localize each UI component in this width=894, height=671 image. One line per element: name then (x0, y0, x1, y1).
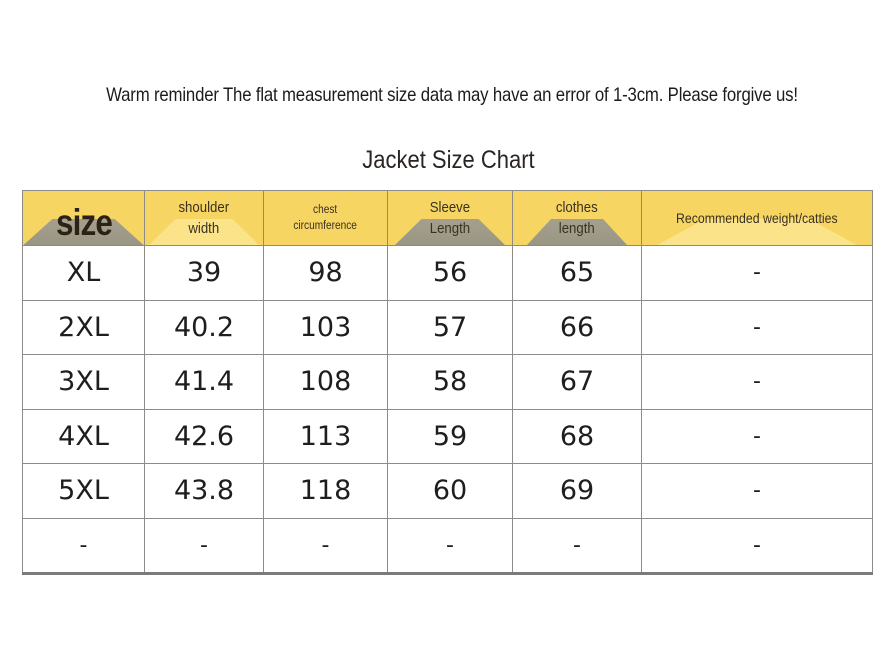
cell-size: 2XL (23, 300, 145, 355)
table-row (23, 300, 873, 355)
header-clothes-length: clothes length (513, 191, 642, 246)
cell-size: 5XL (23, 464, 145, 519)
cell-chest: 113 (264, 409, 388, 464)
cell-length: - (513, 518, 642, 574)
cell-shoulder: 43.8 (145, 464, 264, 519)
cell-sleeve: 57 (388, 300, 513, 355)
cell-chest: - (264, 518, 388, 574)
cell-size: - (23, 518, 145, 574)
header-recommended-weight: Recommended weight/catties (642, 191, 873, 246)
table-row (23, 464, 873, 519)
table-row (23, 355, 873, 410)
header-chest-circumference: chest circumference (264, 191, 388, 246)
cell-sleeve: 56 (388, 246, 513, 301)
header-size: size (23, 191, 145, 246)
chart-title: Jacket Size Chart (362, 146, 535, 174)
cell-weight: - (642, 409, 873, 464)
cell-shoulder: 42.6 (145, 409, 264, 464)
table-row (23, 246, 873, 301)
table-row (23, 518, 873, 574)
cell-length: 68 (513, 409, 642, 464)
measurement-reminder: Warm reminder The flat measurement size data may have an error of 1-3cm. Please forgive us! (106, 84, 798, 106)
table-row (23, 409, 873, 464)
cell-length: 69 (513, 464, 642, 519)
cell-sleeve: 60 (388, 464, 513, 519)
cell-chest: 118 (264, 464, 388, 519)
cell-sleeve: 58 (388, 355, 513, 410)
size-chart-table (22, 190, 873, 575)
cell-chest: 98 (264, 246, 388, 301)
cell-shoulder: 41.4 (145, 355, 264, 410)
cell-weight: - (642, 300, 873, 355)
cell-size: 4XL (23, 409, 145, 464)
cell-weight: - (642, 246, 873, 301)
cell-weight: - (642, 355, 873, 410)
cell-sleeve: - (388, 518, 513, 574)
cell-shoulder: 40.2 (145, 300, 264, 355)
cell-shoulder: 39 (145, 246, 264, 301)
cell-chest: 103 (264, 300, 388, 355)
cell-sleeve: 59 (388, 409, 513, 464)
header-row (23, 191, 873, 246)
cell-length: 66 (513, 300, 642, 355)
header-sleeve-length: Sleeve Length (388, 191, 513, 246)
cell-size: 3XL (23, 355, 145, 410)
cell-chest: 108 (264, 355, 388, 410)
cell-length: 67 (513, 355, 642, 410)
cell-size: XL (23, 246, 145, 301)
cell-length: 65 (513, 246, 642, 301)
cell-weight: - (642, 464, 873, 519)
cell-weight: - (642, 518, 873, 574)
header-shoulder-width: shoulder width (145, 191, 264, 246)
cell-shoulder: - (145, 518, 264, 574)
